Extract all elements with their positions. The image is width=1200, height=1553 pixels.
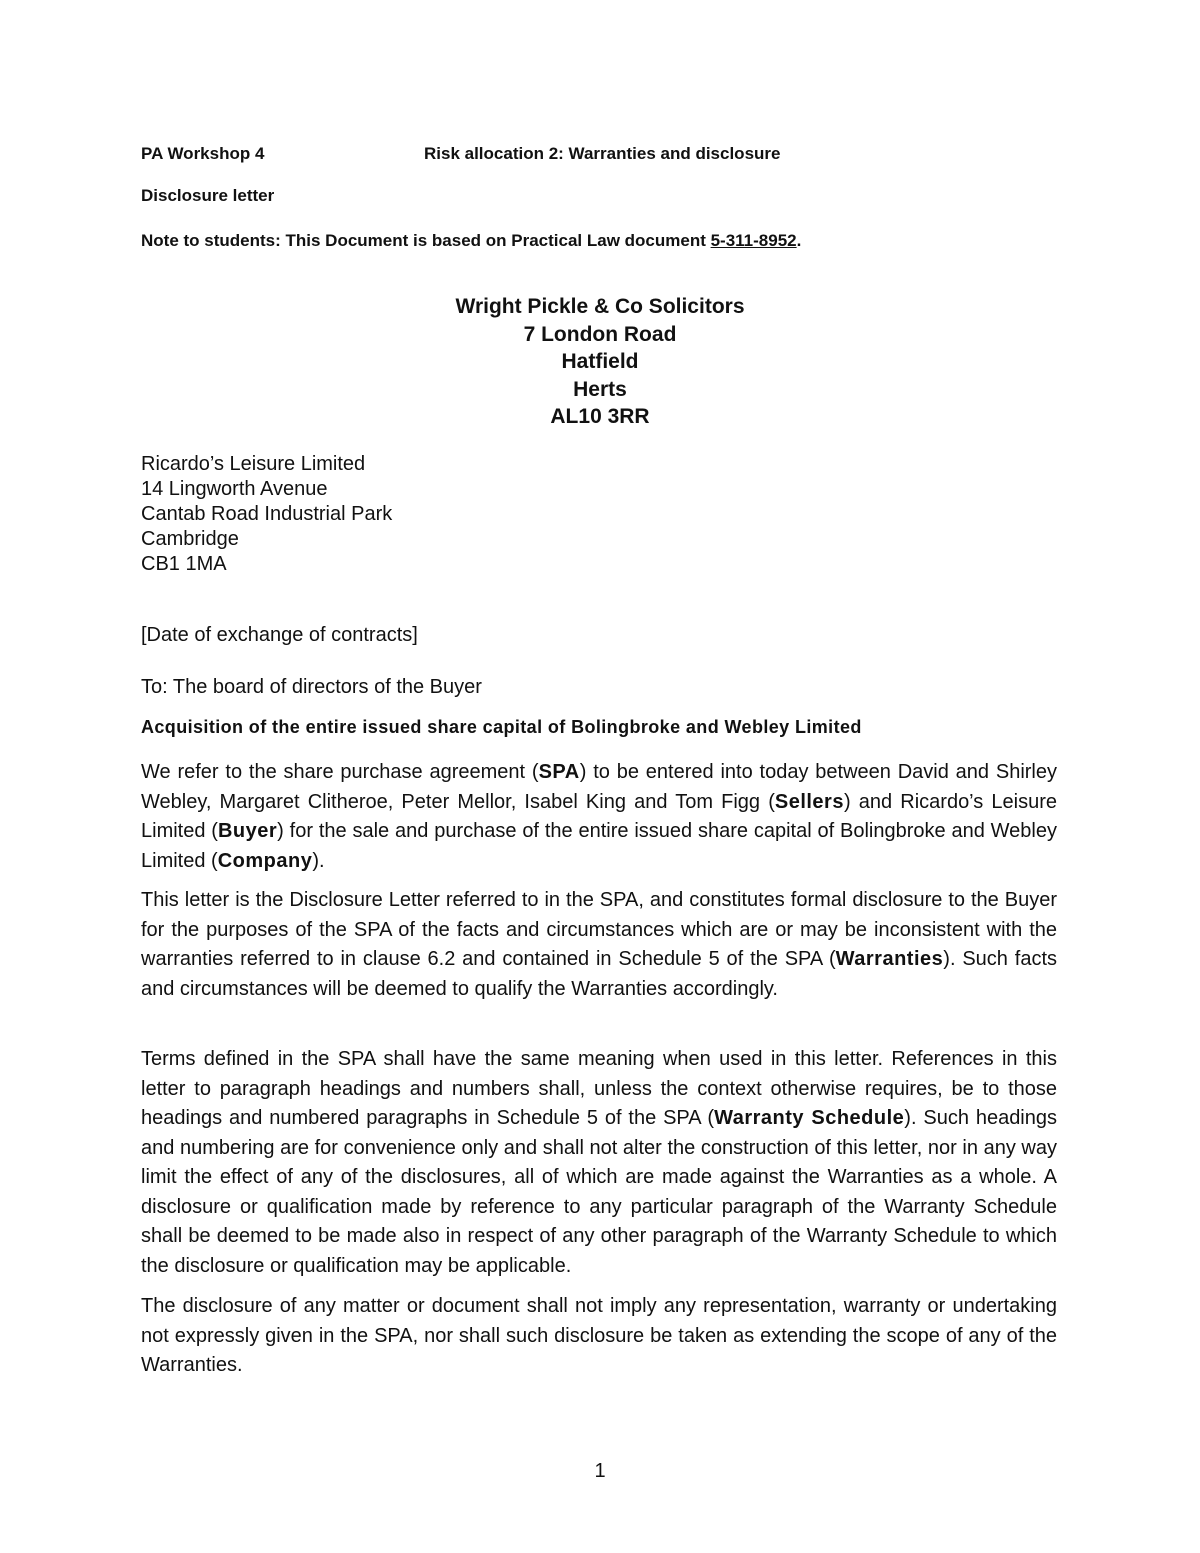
recipient-address-line: Cantab Road Industrial Park: [141, 503, 393, 525]
paragraph-text: ) and Ricardo’s Leisure Limited (: [141, 790, 1057, 842]
paragraph-text: This letter is the Disclosure Letter referred to in the SPA, and constitutes formal disclosure to the Buyer for the purposes of the SPA of the facts and circumstances which are or may be inconsistent with the warranties referred to in clause 6.2 and contained in Schedule 5 of the SPA (: [141, 889, 1057, 970]
paragraph-text: ) to be entered into today between David and Shirley Webley, Margaret Clitheroe, Peter Mellor, Isabel King and Tom Figg (: [141, 761, 1057, 813]
paragraph-text: ) for the sale and purchase of the entire issued share capital of Bolingbroke and Webley Limited (: [141, 820, 1057, 872]
recipient-address-line: Cambridge: [141, 528, 239, 550]
document-subtitle: Disclosure letter: [141, 186, 275, 205]
letter-date: [Date of exchange of contracts]: [141, 624, 418, 646]
paragraph-text: Terms defined in the SPA shall have the same meaning when used in this letter. References in this letter to paragraph headings and numbers shall, unless the context otherwise requires, be to those headings and numbered paragraphs in Schedule 5 of the SPA (: [141, 1048, 1057, 1129]
firm-address-line: 7 London Road: [523, 322, 677, 346]
paragraph-text: ). Such headings and numbering are for convenience only and shall not alter the construction of this letter, nor in any way limit the effect of any of the disclosures, all of which are made against the Warranties as a whole. A disclosure or qualification made by reference to any particular paragraph of the Warranty Schedule shall be deemed to be made also in respect of any other paragraph of the Warranty Schedule to which the disclosure or qualification may be applicable.: [141, 1107, 1058, 1277]
defined-term: Sellers: [774, 790, 844, 813]
paragraph-text: We refer to the share purchase agreement (: [141, 761, 539, 783]
paragraph-disclosure-letter: [141, 886, 1057, 1004]
paragraph-definitions: [141, 1045, 1057, 1281]
paragraph-no-representation: The disclosure of any matter or document shall not imply any representation, warranty or undertaking not expressly given in the SPA, nor shall such disclosure be taken as extending the scope of any of the Warranties.: [141, 1295, 1057, 1376]
paragraph-spa-reference: [141, 758, 1057, 876]
student-note: [141, 231, 801, 251]
defined-term: Buyer: [217, 820, 278, 842]
recipient-address-line: 14 Lingworth Avenue: [141, 478, 328, 500]
student-note-text: Note to students: This Document is based on Practical Law document: [141, 231, 711, 250]
defined-term: SPA: [538, 761, 580, 783]
firm-letterhead: [0, 293, 1200, 431]
firm-address-line: Hatfield: [561, 350, 639, 373]
letter-heading: Acquisition of the entire issued share capital of Bolingbroke and Webley Limited: [141, 717, 862, 737]
defined-term: Company: [217, 849, 313, 872]
practical-law-reference-link[interactable]: 5-311-8952: [710, 231, 797, 250]
student-note-suffix: .: [796, 231, 802, 250]
page-number: 1: [594, 1460, 606, 1482]
workshop-label: PA Workshop 4: [141, 144, 265, 163]
recipient-postcode: CB1 1MA: [141, 553, 227, 575]
firm-name: Wright Pickle & Co Solicitors: [455, 295, 745, 318]
defined-term: Warranty Schedule: [714, 1107, 905, 1129]
paragraph-text: ). Such facts and circumstances will be deemed to qualify the Warranties accordingly.: [141, 948, 1057, 1000]
firm-address-line: Herts: [573, 377, 627, 401]
paragraph-text: ).: [312, 849, 325, 872]
recipient-name: Ricardo’s Leisure Limited: [141, 453, 366, 475]
firm-postcode: AL10 3RR: [550, 405, 650, 428]
defined-term: Warranties: [835, 948, 944, 970]
workshop-topic: Risk allocation 2: Warranties and disclosure: [424, 144, 781, 163]
recipient-address: [141, 452, 392, 577]
addressee-line: To: The board of directors of the Buyer: [141, 676, 482, 698]
